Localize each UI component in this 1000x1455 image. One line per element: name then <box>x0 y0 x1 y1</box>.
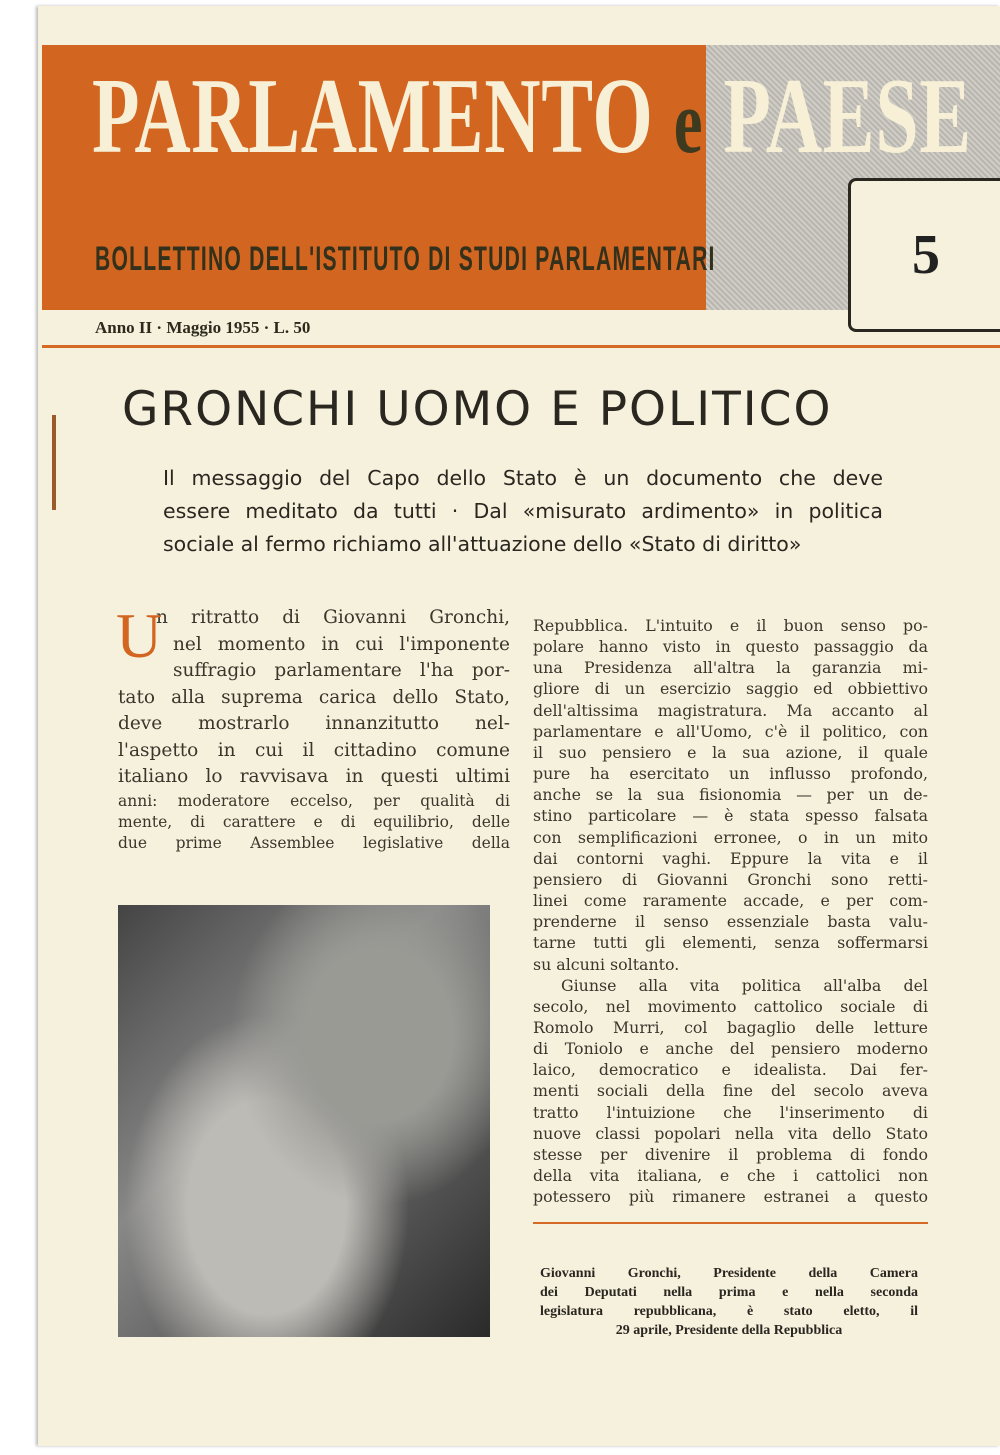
body-line: suffragio parlamentare l'ha por- <box>173 660 510 681</box>
body-line: tato alla suprema carica dello Stato, <box>118 686 510 708</box>
body-line: secolo, nel movimento cattolico sociale di <box>533 996 928 1016</box>
body-line: tarne tutti gli elementi, senza soffermarsi <box>533 933 928 953</box>
body-line: pensiero di Giovanni Gronchi sono retti- <box>533 869 928 889</box>
body-line: stino particolare — è stata spesso falsata <box>533 806 928 826</box>
body-line: pure ha esercitato un influsso profondo, <box>533 764 928 784</box>
deck-line: essere meditato da tutti · Dal «misurato ardimento» in politica <box>163 499 883 523</box>
body-line: menti sociali della fine del secolo aveva <box>533 1081 928 1101</box>
body-line: deve mostrarlo innanzitutto nel- <box>118 713 510 734</box>
body-line: di Toniolo e anche del pensiero moderno <box>533 1039 928 1059</box>
masthead-subtitle: BOLLETTINO DELL'ISTITUTO DI STUDI PARLAMENTARI <box>95 240 716 278</box>
body-line: con semplificazioni erronee, o in un mito <box>533 827 928 847</box>
body-line: polare hanno visto in questo passaggio da <box>533 637 928 657</box>
headline: GRONCHI UOMO E POLITICO <box>122 382 833 437</box>
caption-line: dei Deputati nella prima e nella seconda <box>540 1285 918 1300</box>
body-line: il suo pensiero e la sua azione, il quale <box>533 742 928 762</box>
divider <box>42 345 1000 348</box>
deck-line: Il messaggio del Capo dello Stato è un documento che deve <box>163 466 883 490</box>
caption-line: legislatura repubblicana, è stato eletto, il <box>540 1304 918 1319</box>
caption-divider <box>533 1222 928 1224</box>
body-line: gliore di un esercizio saggio ed obbiettivo <box>533 679 928 699</box>
issue-line: Anno II · Maggio 1955 · L. 50 <box>95 318 311 337</box>
title-right: PAESE <box>723 57 972 176</box>
body-line: mente, di carattere e di equilibrio, delle <box>118 812 510 831</box>
binding-mark <box>52 415 56 510</box>
body-line: della vita italiana, e che i cattolici non <box>533 1166 928 1186</box>
body-line: anche se la sua fisionomia — per un de- <box>533 785 928 805</box>
body-line: Romolo Murri, col bagaglio delle letture <box>533 1017 928 1037</box>
left-column <box>116 600 510 854</box>
issue-number-box: 5 <box>848 178 1000 332</box>
caption-line: 29 aprile, Presidente della Repubblica <box>615 1323 843 1338</box>
body-line: dell'altissima magistratura. Ma accanto al <box>533 700 928 720</box>
body-line: due prime Assemblee legislative della <box>118 833 510 852</box>
body-line: potessero più rimanere estranei a questo <box>533 1187 928 1207</box>
body-line: n ritratto di Giovanni Gronchi, <box>156 607 510 628</box>
body-line: prenderne il senso essenziale basta valu- <box>533 912 928 932</box>
body-line: l'aspetto in cui il cittadino comune <box>118 739 510 761</box>
body-line: parlamentare e all'Uomo, c'è il politico, con <box>533 721 928 741</box>
body-line: anni: moderatore eccelso, per qualità di <box>118 791 510 810</box>
caption-line: Giovanni Gronchi, Presidente della Camera <box>540 1266 918 1281</box>
body-line: nel momento in cui l'imponente <box>173 633 510 655</box>
body-line: dai contorni vaghi. Eppure la vita e il <box>533 848 928 868</box>
body-line: Repubblica. L'intuito e il buon senso po- <box>533 616 928 635</box>
deck <box>163 462 883 561</box>
title-left: PARLAMENTO <box>92 57 654 176</box>
drop-cap: U <box>116 600 163 671</box>
photo-caption <box>540 1264 918 1340</box>
deck-line: sociale al fermo richiamo all'attuazione dello «Stato di diritto» <box>163 532 802 556</box>
portrait-photo <box>118 905 490 1337</box>
body-line: tratto l'intuizione che l'inserimento di <box>533 1102 928 1122</box>
body-line: laico, democratico e idealista. Dai fer- <box>533 1060 928 1080</box>
body-line: nuove classi popolari nella vita dello Stato <box>533 1123 928 1143</box>
body-line: una Presidenza all'altra la garanzia mi- <box>533 658 928 678</box>
masthead-title <box>92 57 972 178</box>
body-line: italiano lo ravvisava in questi ultimi <box>118 766 510 787</box>
body-line: linei come raramente accade, e per com- <box>533 891 928 911</box>
body-line: Giunse alla vita politica all'alba del <box>561 975 928 995</box>
body-line: stesse per divenire il problema di fondo <box>533 1144 928 1164</box>
title-conjunction: e <box>673 73 704 172</box>
body-line: su alcuni soltanto. <box>533 954 680 974</box>
right-column <box>533 615 928 1207</box>
